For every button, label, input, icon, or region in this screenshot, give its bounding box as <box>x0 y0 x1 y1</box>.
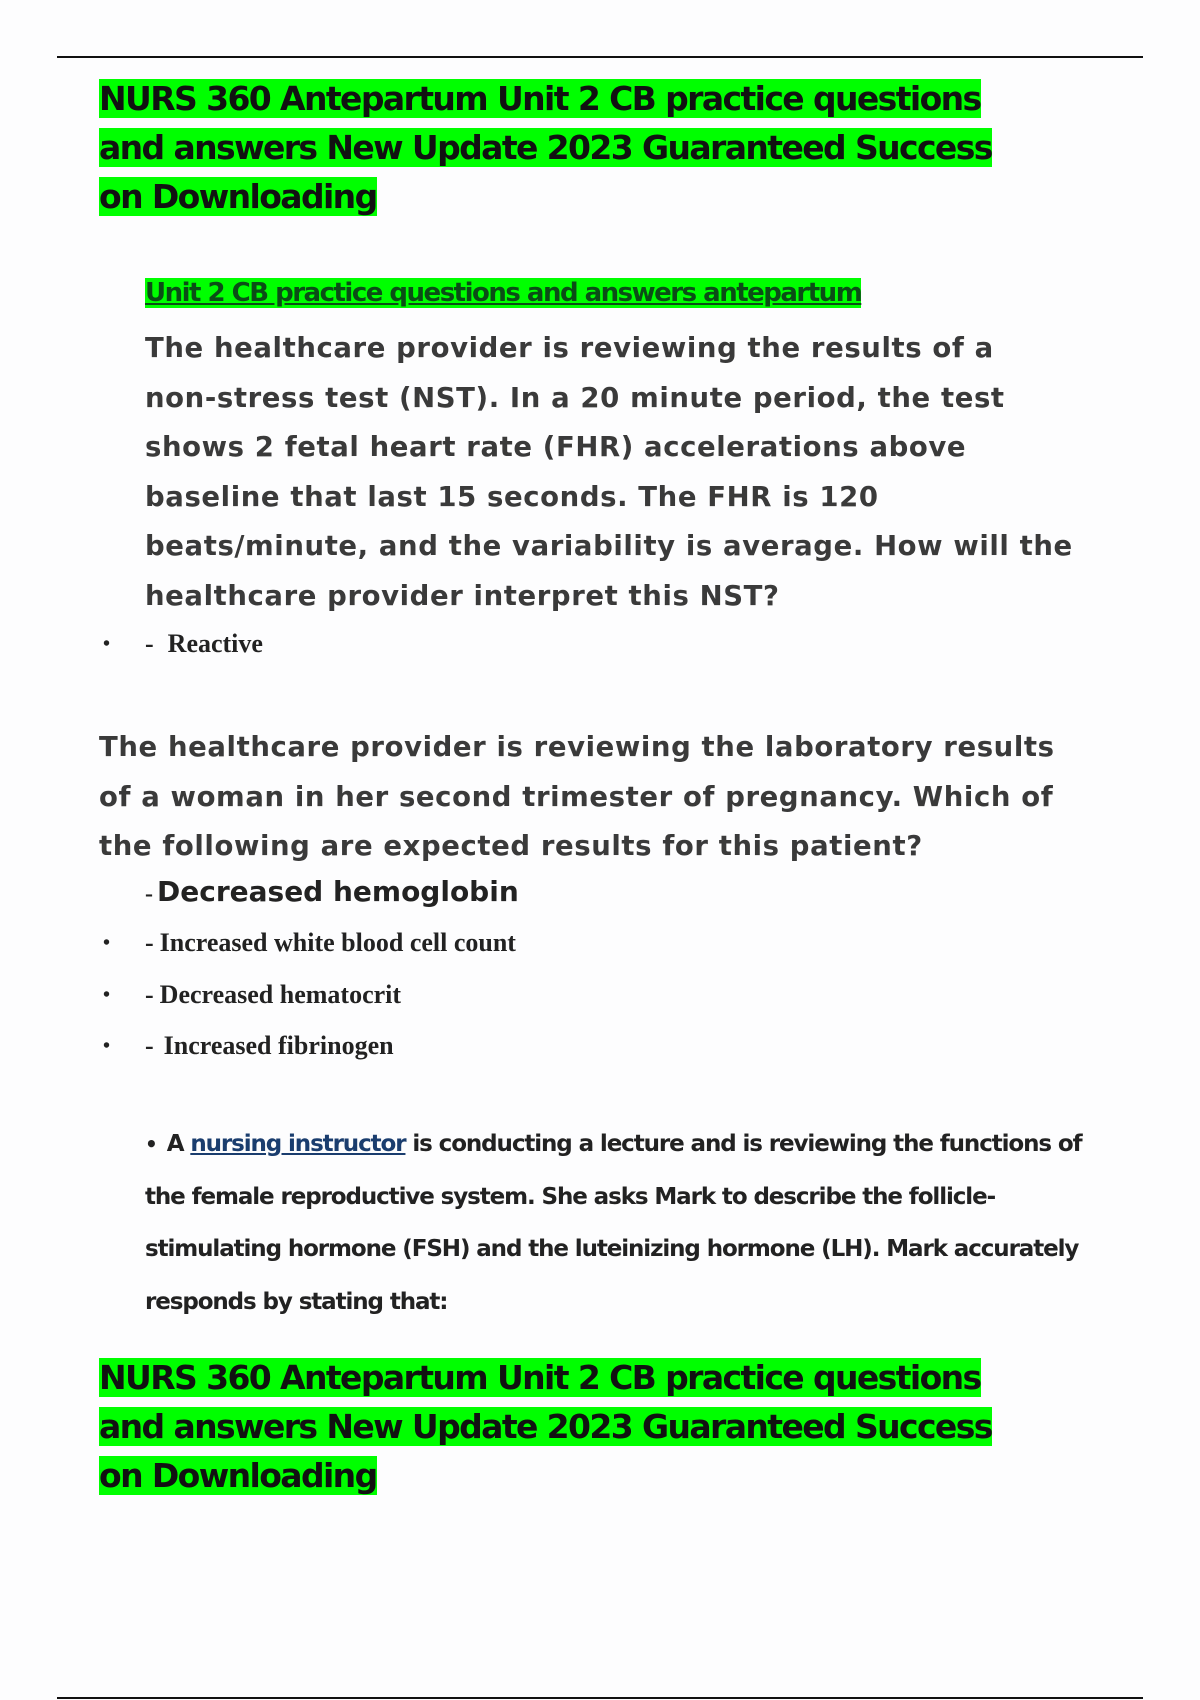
question-2-answer-4-text: Increased fibrinogen <box>163 1031 394 1060</box>
question-2-answer-1-text: Decreased hemoglobin <box>157 875 519 908</box>
question-3-body: is conducting a lecture and is reviewing the functions of the female reproductive system. She asks Mark to describe the follicle-stimulating hormone (FSH) and the luteinizing hormone (LH). Mark accurately responds by stating that: <box>145 1131 1082 1315</box>
bottom-rule <box>57 1697 1143 1699</box>
question-2-text: The healthcare provider is reviewing the laboratory results of a woman in her second trimester of pregnancy. Which of the following are expected results for this patient? <box>99 731 1055 862</box>
bullet-icon: • <box>103 632 111 655</box>
bullet-icon: • <box>103 983 111 1006</box>
bullet-icon: • <box>103 931 111 954</box>
document-title-text: NURS 360 Antepartum Unit 2 CB practice questions and answers New Update 2023 Guaranteed Success on Downloading <box>99 79 992 216</box>
question-2-answer-4: • - Increased fibrinogen <box>103 1031 394 1060</box>
question-2-answer-2: • - Increased white blood cell count <box>103 928 516 957</box>
question-1-answer-text: Reactive <box>167 629 263 658</box>
document-title <box>99 74 1039 221</box>
bullet-icon: • <box>145 1132 157 1156</box>
question-1-answer: • - Reactive <box>103 629 263 658</box>
question-2-answer-2-text: Increased white blood cell count <box>159 928 516 957</box>
question-2-answer-3: • - Decreased hematocrit <box>103 980 402 1009</box>
question-3-text: • A nursing instructor is conducting a lecture and is reviewing the functions of the female reproductive system. She asks Mark to describe the follicle-stimulating hormone (FSH) and the luteinizing hormone (LH). Mark accurately responds by stating that: <box>145 1131 1082 1315</box>
document-title-repeat <box>99 1353 1039 1500</box>
section-subtitle-link[interactable]: Unit 2 CB practice questions and answers antepartum <box>145 278 862 308</box>
question-2-answer-1: - Decreased hemoglobin <box>145 875 519 908</box>
question-2-answer-3-text: Decreased hematocrit <box>159 980 402 1009</box>
question-1-text: The healthcare provider is reviewing the results of a non-stress test (NST). In a 20 minute period, the test shows 2 fetal heart rate (FHR) accelerations above baseline that last 15 seconds. The FHR is 120 beats/minute, and the variability is average. How will the healthcare provider interpret this NST? <box>145 332 1073 612</box>
document-title-repeat-text: NURS 360 Antepartum Unit 2 CB practice questions and answers New Update 2023 Guaranteed Success on Downloading <box>99 1358 992 1495</box>
section-subtitle <box>145 275 861 311</box>
nursing-instructor-link[interactable]: nursing instructor <box>190 1131 406 1157</box>
bullet-icon: • <box>103 1034 111 1057</box>
top-rule <box>57 56 1143 58</box>
